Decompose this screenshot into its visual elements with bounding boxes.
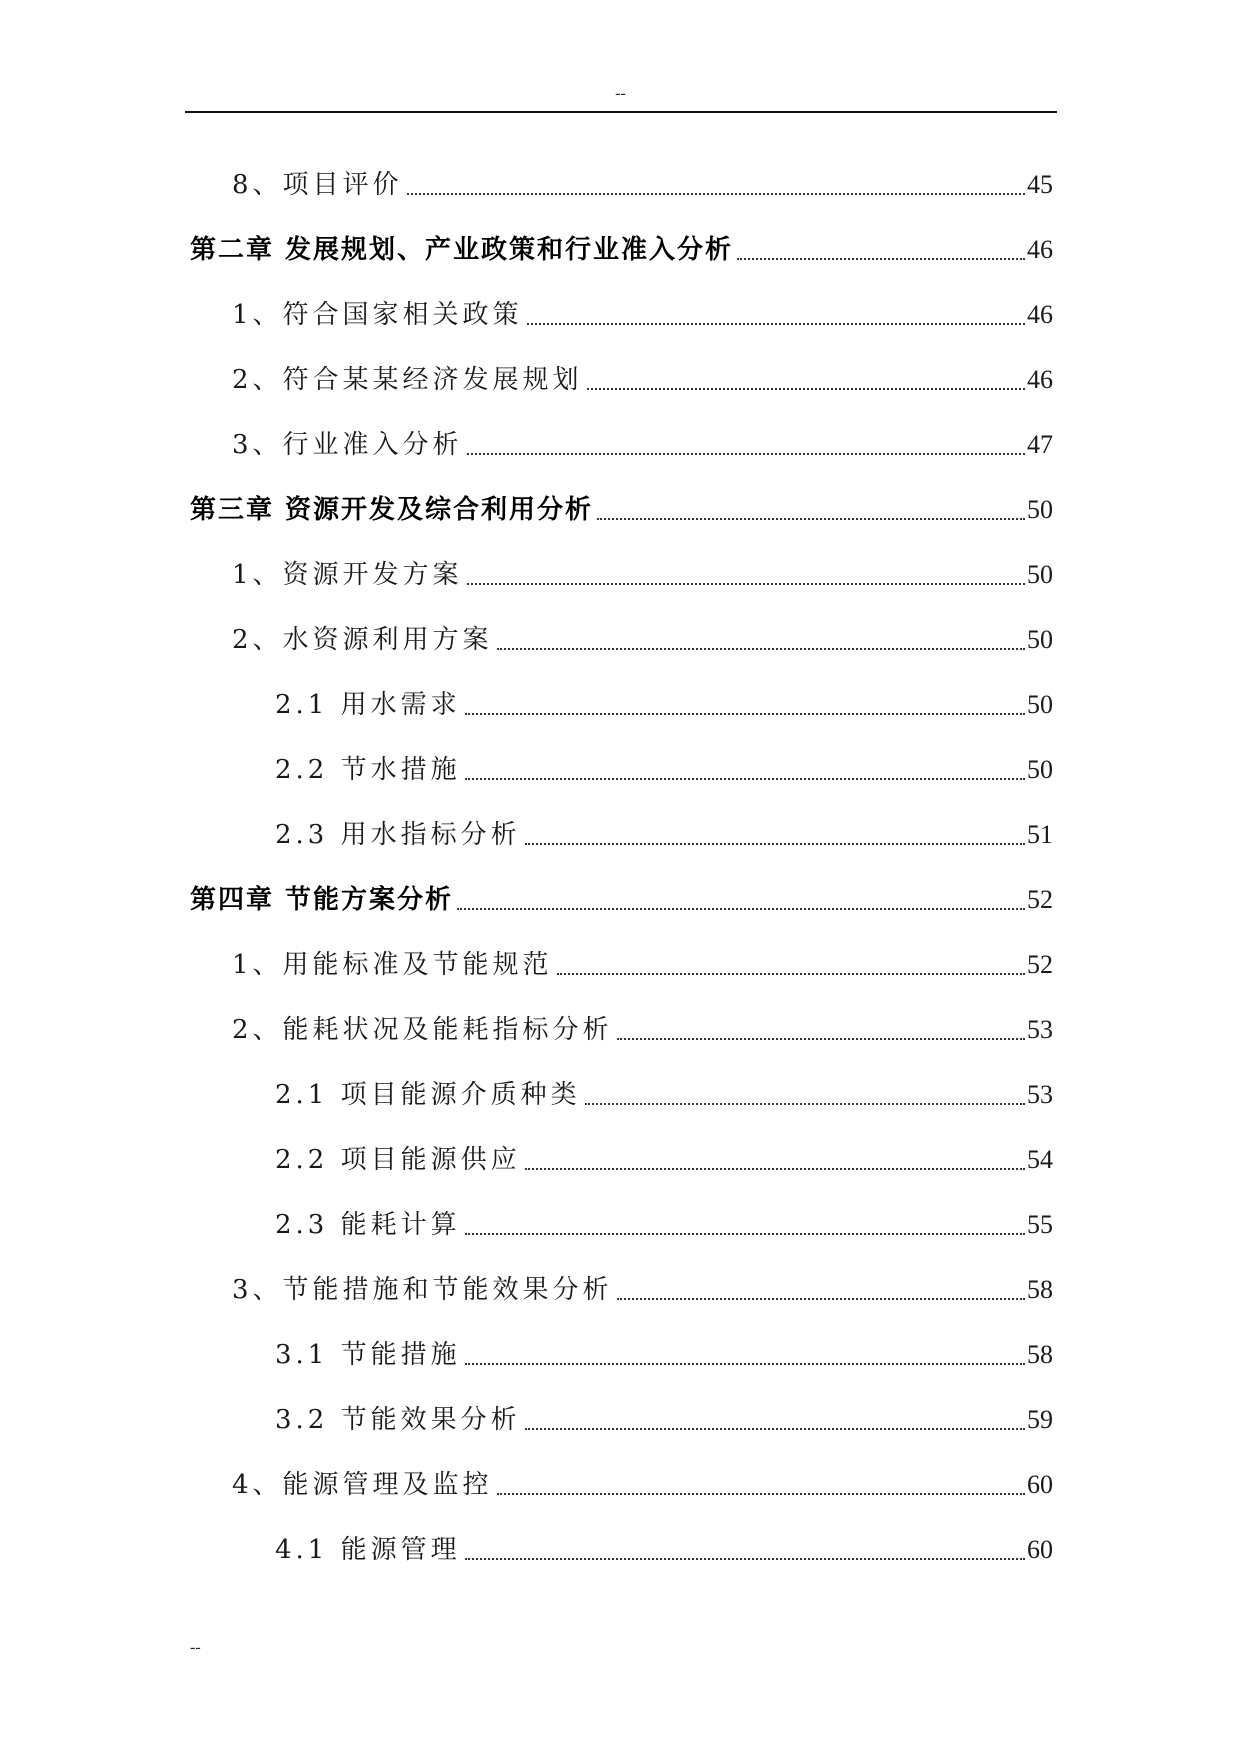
toc-chapter[interactable] (190, 877, 1053, 917)
toc-subentry[interactable] (275, 1397, 1053, 1437)
toc-entry-title: 2、水资源利用方案 (232, 625, 493, 655)
toc-leader (467, 453, 1025, 455)
toc-subentry[interactable] (275, 1137, 1053, 1177)
toc-leader (467, 583, 1025, 585)
toc-entry-title: 1、符合国家相关政策 (232, 300, 523, 330)
toc-entry[interactable] (232, 292, 1053, 332)
toc-subentry[interactable] (275, 747, 1053, 787)
toc-subentry[interactable] (275, 1332, 1053, 1372)
toc-leader (525, 1428, 1025, 1430)
toc-leader (617, 1038, 1025, 1040)
toc-leader (465, 1233, 1025, 1235)
toc-subentry[interactable] (275, 812, 1053, 852)
toc-subentry[interactable] (275, 1527, 1053, 1567)
toc-subentry-title: 2.3 能耗计算 (275, 1210, 461, 1240)
toc-entry-title: 8、项目评价 (232, 170, 403, 200)
toc-leader (587, 388, 1025, 390)
toc-entry[interactable] (232, 357, 1053, 397)
toc-subentry-title: 2.1 项目能源介质种类 (275, 1080, 581, 1110)
toc-subentry-page: 50 (1027, 690, 1053, 719)
toc-subentry-title: 4.1 能源管理 (275, 1535, 461, 1565)
toc-entry-page: 50 (1027, 625, 1053, 654)
toc-subentry[interactable] (275, 1072, 1053, 1112)
toc-leader (585, 1103, 1025, 1105)
toc-entry-title: 4、能源管理及监控 (232, 1470, 493, 1500)
toc-entry-page: 46 (1027, 300, 1053, 329)
toc-subentry[interactable] (275, 1202, 1053, 1242)
toc-leader (465, 778, 1025, 780)
header-mark: -- (615, 85, 626, 102)
toc-leader (407, 193, 1025, 195)
toc-leader (465, 713, 1025, 715)
toc-entry-page: 60 (1027, 1470, 1053, 1499)
toc-entry-title: 3、节能措施和节能效果分析 (232, 1275, 613, 1305)
toc-leader (617, 1298, 1025, 1300)
toc-subentry-title: 2.2 项目能源供应 (275, 1145, 521, 1175)
toc-subentry-page: 51 (1027, 820, 1053, 849)
toc-entry-title: 3、行业准入分析 (232, 430, 463, 460)
toc-entry[interactable] (232, 552, 1053, 592)
toc-subentry[interactable] (275, 682, 1053, 722)
toc-subentry-page: 55 (1027, 1210, 1053, 1239)
toc-subentry-title: 3.2 节能效果分析 (275, 1405, 521, 1435)
toc-chapter-title: 第三章 资源开发及综合利用分析 (190, 495, 594, 525)
header-rule (185, 111, 1057, 113)
toc-entry-title: 2、符合某某经济发展规划 (232, 365, 583, 395)
toc-entry-title: 1、资源开发方案 (232, 560, 463, 590)
toc-leader (457, 908, 1025, 910)
toc-entry-page: 50 (1027, 560, 1053, 589)
toc-entry-page: 52 (1027, 950, 1053, 979)
toc-subentry-page: 50 (1027, 755, 1053, 784)
toc-leader (527, 323, 1025, 325)
toc-leader (525, 1168, 1025, 1170)
toc-chapter-title: 第四章 节能方案分析 (190, 885, 454, 915)
toc-entry[interactable] (232, 942, 1053, 982)
toc-entry[interactable] (232, 1267, 1053, 1307)
toc-subentry-page: 53 (1027, 1080, 1053, 1109)
toc-entry[interactable] (232, 1462, 1053, 1502)
toc-leader (737, 258, 1025, 260)
toc-chapter[interactable] (190, 227, 1053, 267)
footer-mark: -- (190, 1639, 201, 1656)
toc-chapter-title: 第二章 发展规划、产业政策和行业准入分析 (190, 235, 734, 265)
toc-entry-page: 46 (1027, 365, 1053, 394)
toc-entry-page: 47 (1027, 430, 1053, 459)
toc-entry-title: 2、能耗状况及能耗指标分析 (232, 1015, 613, 1045)
toc-entry-title: 1、用能标准及节能规范 (232, 950, 553, 980)
toc-leader (465, 1558, 1025, 1560)
toc-entry[interactable] (232, 162, 1053, 202)
toc-subentry-title: 2.3 用水指标分析 (275, 820, 521, 850)
toc-subentry-title: 2.2 节水措施 (275, 755, 461, 785)
toc-subentry-page: 54 (1027, 1145, 1053, 1174)
toc-subentry-title: 3.1 节能措施 (275, 1340, 461, 1370)
toc-subentry-page: 59 (1027, 1405, 1053, 1434)
toc-leader (497, 648, 1025, 650)
toc-leader (497, 1493, 1025, 1495)
toc-entry-page: 53 (1027, 1015, 1053, 1044)
toc-entry[interactable] (232, 617, 1053, 657)
toc-subentry-title: 2.1 用水需求 (275, 690, 461, 720)
toc-subentry-page: 58 (1027, 1340, 1053, 1369)
toc-leader (525, 843, 1025, 845)
toc-entry-page: 58 (1027, 1275, 1053, 1304)
toc-entry-page: 45 (1027, 170, 1053, 199)
toc-leader (597, 518, 1025, 520)
toc-chapter-page: 46 (1027, 235, 1053, 264)
toc-chapter-page: 50 (1027, 495, 1053, 524)
toc-entry[interactable] (232, 1007, 1053, 1047)
toc-chapter[interactable] (190, 487, 1053, 527)
toc-leader (557, 973, 1025, 975)
toc-chapter-page: 52 (1027, 885, 1053, 914)
toc-leader (465, 1363, 1025, 1365)
toc-subentry-page: 60 (1027, 1535, 1053, 1564)
toc-entry[interactable] (232, 422, 1053, 462)
